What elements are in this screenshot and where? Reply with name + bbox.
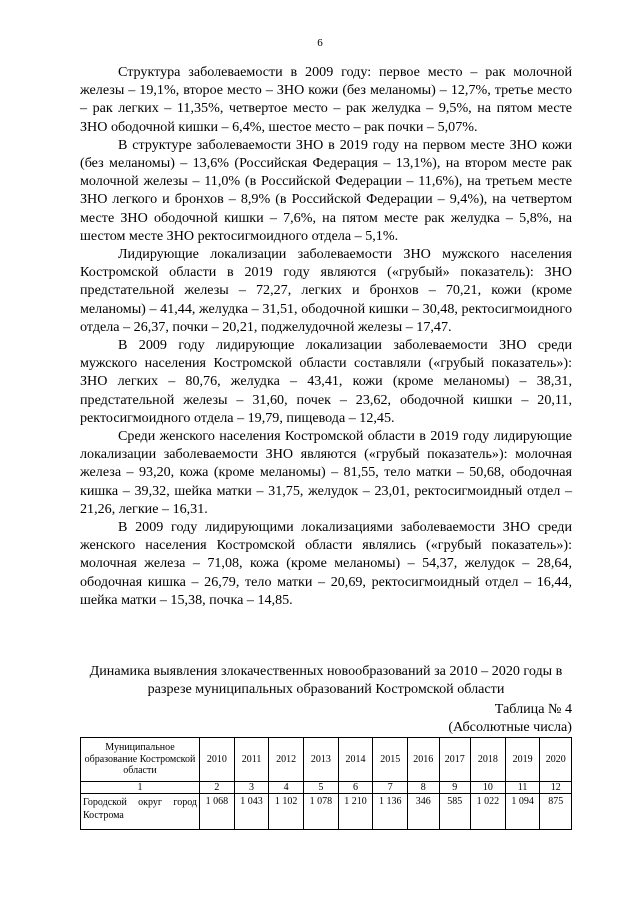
body-text <box>80 63 572 609</box>
column-number: 6 <box>338 782 373 794</box>
table-cell: 1 102 <box>269 794 304 830</box>
header-year: 2017 <box>439 738 471 782</box>
header-year: 2018 <box>471 738 506 782</box>
column-number: 9 <box>439 782 471 794</box>
table-cell: 1 136 <box>373 794 408 830</box>
table-cell: 1 068 <box>200 794 235 830</box>
table-number: Таблица № 4 <box>494 701 572 717</box>
table-caption: Динамика выявления злокачественных новообразований за 2010 – 2020 годы в разрезе муниципальных образований Костромской области <box>89 663 563 697</box>
header-year: 2010 <box>200 738 235 782</box>
table-cell: 1 078 <box>304 794 339 830</box>
table-units: (Абсолютные числа) <box>448 719 572 735</box>
table-cell: 1 043 <box>234 794 269 830</box>
table-column-number-row <box>81 782 572 794</box>
column-number: 3 <box>234 782 269 794</box>
page-number: 6 <box>317 37 323 49</box>
table-header-row <box>81 738 572 782</box>
column-number: 11 <box>505 782 540 794</box>
paragraph-1: Структура заболеваемости в 2009 году: первое место – рак молочной железы – 19,1%, второе место – ЗНО кожи (без меланомы) – 12,7%, третье место – рак легких – 11,35%, четвертое место – рак желудка – 9,5%, на пятом месте ЗНО ободочной кишки – 6,4%, шестое место – рак почки – 5,07%. <box>80 64 572 135</box>
table-cell: 346 <box>408 794 440 830</box>
header-year: 2015 <box>373 738 408 782</box>
paragraph-4: В 2009 году лидирующие локализации заболеваемости ЗНО среди мужского населения Костромской области составляли («грубый показатель»): ЗНО легких – 80,76, желудка – 43,41, кожи (кроме меланомы) – 38,31, предстательной железы – 31,60, почек – 23,62, ободочной кишки – 20,11, ректосигмоидного отдела – 19,79, пищевода – 12,45. <box>80 337 572 426</box>
table-row <box>81 794 572 830</box>
column-number: 12 <box>540 782 572 794</box>
header-year: 2014 <box>338 738 373 782</box>
paragraph-3: Лидирующие локализации заболеваемости ЗНО мужского населения Костромской области в 2019 году являются («грубый» показатель): ЗНО предстательной железы – 72,27, легких и бронхов – 70,21, кожи (кроме меланомы) – 41,44, желудка – 31,51, ободочной кишки – 30,48, ректосигмоидного отдела – 26,37, почки – 20,21, поджелудочной железы – 17,47. <box>80 246 572 335</box>
column-number: 7 <box>373 782 408 794</box>
paragraph-2: В структуре заболеваемости ЗНО в 2019 году на первом месте ЗНО кожи (без меланомы) – 13,6% (Российская Федерация – 13,1%), на втором месте рак молочной железы – 11,0% (в Российской Федерации – 11,6%), на третьем месте ЗНО легкого и бронхов – 8,9% (в Российской Федерации – 9,4%), на четвертом месте ЗНО ободочной кишки – 7,6%, на пятом месте рак желудка – 5,8%, на шестом месте ЗНО ректосигмоидного отдела – 5,1%. <box>80 136 572 244</box>
column-number: 5 <box>304 782 339 794</box>
row-label: Городской округ город Кострома <box>81 794 200 830</box>
column-number: 4 <box>269 782 304 794</box>
column-number: 1 <box>81 782 200 794</box>
column-number: 2 <box>200 782 235 794</box>
table-cell: 1 094 <box>505 794 540 830</box>
header-year: 2020 <box>540 738 572 782</box>
header-year: 2019 <box>505 738 540 782</box>
column-number: 10 <box>471 782 506 794</box>
header-year: 2011 <box>234 738 269 782</box>
table-cell: 1 210 <box>338 794 373 830</box>
table-cell: 585 <box>439 794 471 830</box>
table-cell: 1 022 <box>471 794 506 830</box>
header-year: 2016 <box>408 738 440 782</box>
header-year: 2013 <box>304 738 339 782</box>
header-municipality: Муниципальное образование Костромской области <box>81 738 200 782</box>
column-number: 8 <box>408 782 440 794</box>
paragraph-5: Среди женского населения Костромской области в 2019 году лидирующие локализации заболеваемости ЗНО являются («грубый показатель»): молочная железа – 93,20, кожа (кроме меланомы) – 81,55, тело матки – 50,68, ободочная кишка – 39,32, шейка матки – 31,75, желудок – 23,01, ректосигмоидный отдел – 21,26, легкие – 16,31. <box>80 428 572 517</box>
paragraph-6: В 2009 году лидирующими локализациями заболеваемости ЗНО среди женского населения Костромской области являлись («грубый показатель»): молочная железа – 71,08, кожа (кроме меланомы) – 54,37, желудок – 28,64, ободочная кишка – 26,79, тело матки – 20,69, ректосигмоидный отдел – 16,44, шейка матки – 15,38, почка – 14,85. <box>80 519 572 608</box>
header-year: 2012 <box>269 738 304 782</box>
data-table <box>80 737 572 830</box>
table-cell: 875 <box>540 794 572 830</box>
